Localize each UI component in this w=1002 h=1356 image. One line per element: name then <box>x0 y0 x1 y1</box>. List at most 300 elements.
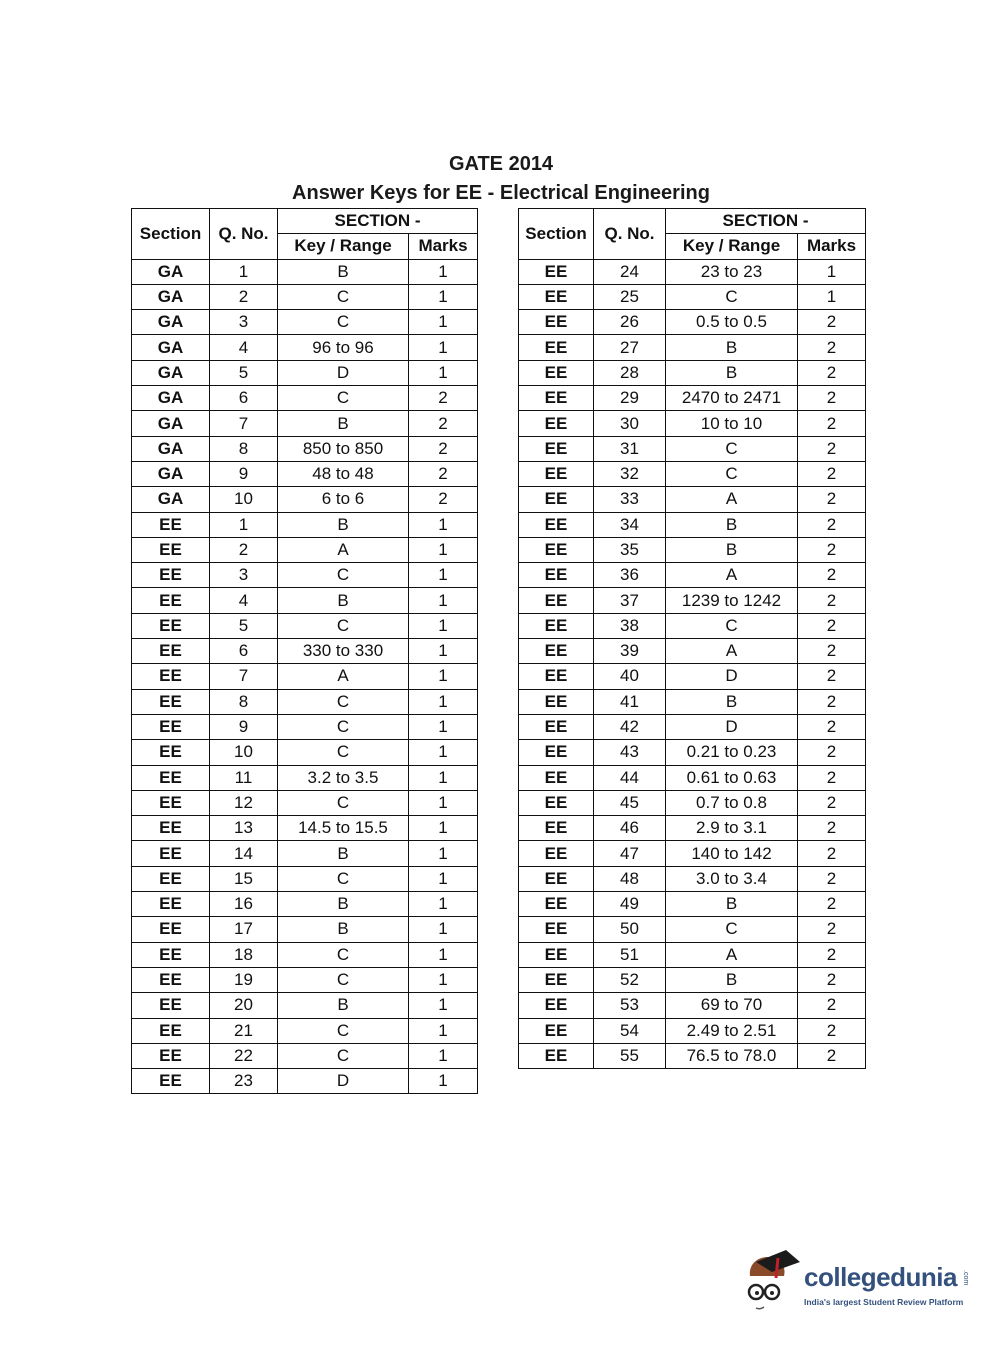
cell-qno: 23 <box>210 1069 278 1094</box>
cell-marks: 1 <box>409 942 478 967</box>
table-row <box>132 790 478 815</box>
table-row <box>132 588 478 613</box>
cell-section: EE <box>519 967 594 992</box>
cell-key-range: 850 to 850 <box>278 436 409 461</box>
table-row <box>519 866 866 891</box>
cell-section: GA <box>132 461 210 486</box>
cell-marks: 2 <box>798 613 866 638</box>
cell-section: EE <box>519 411 594 436</box>
cell-key-range: 10 to 10 <box>666 411 798 436</box>
table-row <box>519 360 866 385</box>
table-row <box>519 310 866 335</box>
cell-qno: 41 <box>594 689 666 714</box>
cell-qno: 3 <box>210 310 278 335</box>
cell-qno: 40 <box>594 664 666 689</box>
table-row <box>132 512 478 537</box>
cell-key-range: C <box>278 714 409 739</box>
cell-marks: 2 <box>798 790 866 815</box>
cell-section: EE <box>132 639 210 664</box>
cell-qno: 4 <box>210 588 278 613</box>
cell-qno: 1 <box>210 512 278 537</box>
cell-marks: 1 <box>409 1043 478 1068</box>
cell-marks: 2 <box>798 866 866 891</box>
cell-section: EE <box>132 816 210 841</box>
cell-qno: 20 <box>210 993 278 1018</box>
cell-section: EE <box>132 892 210 917</box>
table-row <box>519 512 866 537</box>
table-row <box>132 993 478 1018</box>
cell-section: EE <box>132 588 210 613</box>
cell-marks: 2 <box>798 942 866 967</box>
cell-section: EE <box>519 284 594 309</box>
cell-marks: 2 <box>798 664 866 689</box>
cell-key-range: C <box>666 436 798 461</box>
cell-qno: 28 <box>594 360 666 385</box>
cell-qno: 1 <box>210 259 278 284</box>
cell-key-range: B <box>278 512 409 537</box>
cell-key-range: B <box>278 588 409 613</box>
cell-key-range: C <box>278 967 409 992</box>
cell-key-range: B <box>278 259 409 284</box>
cell-marks: 2 <box>798 487 866 512</box>
cell-key-range: D <box>666 714 798 739</box>
header-section: Section <box>519 209 594 260</box>
cell-key-range: 76.5 to 78.0 <box>666 1043 798 1068</box>
table-row <box>132 967 478 992</box>
header-qno: Q. No. <box>210 209 278 260</box>
cell-marks: 1 <box>409 1069 478 1094</box>
cell-key-range: C <box>278 942 409 967</box>
cell-key-range: A <box>666 639 798 664</box>
cell-section: EE <box>519 841 594 866</box>
cell-section: EE <box>519 613 594 638</box>
cell-marks: 2 <box>798 310 866 335</box>
table-row <box>519 841 866 866</box>
cell-qno: 7 <box>210 664 278 689</box>
header-marks: Marks <box>798 234 866 259</box>
cell-section: EE <box>519 335 594 360</box>
cell-key-range: C <box>278 563 409 588</box>
table-row <box>132 639 478 664</box>
cell-marks: 1 <box>409 537 478 562</box>
table-row <box>519 917 866 942</box>
table-row <box>519 740 866 765</box>
document-subtitle: Answer Keys for EE - Electrical Engineering <box>292 182 710 204</box>
cell-key-range: A <box>666 487 798 512</box>
cell-key-range: C <box>278 284 409 309</box>
table-row <box>519 487 866 512</box>
table-row <box>519 411 866 436</box>
cell-qno: 32 <box>594 461 666 486</box>
cell-qno: 49 <box>594 892 666 917</box>
cell-section: EE <box>519 512 594 537</box>
cell-marks: 2 <box>798 537 866 562</box>
table-row <box>519 892 866 917</box>
cell-key-range: B <box>666 892 798 917</box>
cell-section: EE <box>519 917 594 942</box>
cell-key-range: C <box>278 790 409 815</box>
cell-section: EE <box>519 689 594 714</box>
table-row <box>132 360 478 385</box>
cell-section: EE <box>519 993 594 1018</box>
cell-section: GA <box>132 310 210 335</box>
cell-section: EE <box>132 512 210 537</box>
cell-marks: 2 <box>798 436 866 461</box>
cell-qno: 55 <box>594 1043 666 1068</box>
cell-section: EE <box>132 917 210 942</box>
cell-marks: 1 <box>409 259 478 284</box>
cell-key-range: C <box>278 310 409 335</box>
table-row <box>519 714 866 739</box>
table-row <box>519 259 866 284</box>
cell-section: EE <box>132 740 210 765</box>
cell-key-range: B <box>278 993 409 1018</box>
answer-key-table-left <box>131 208 478 1094</box>
table-row <box>132 1018 478 1043</box>
cell-section: EE <box>132 537 210 562</box>
cell-section: EE <box>132 1069 210 1094</box>
cell-qno: 8 <box>210 689 278 714</box>
cell-marks: 1 <box>409 790 478 815</box>
cell-key-range: A <box>278 664 409 689</box>
cell-section: EE <box>519 537 594 562</box>
cell-qno: 33 <box>594 487 666 512</box>
cell-marks: 2 <box>798 639 866 664</box>
cell-qno: 4 <box>210 335 278 360</box>
cell-key-range: 0.61 to 0.63 <box>666 765 798 790</box>
cell-key-range: 96 to 96 <box>278 335 409 360</box>
cell-qno: 31 <box>594 436 666 461</box>
cell-qno: 10 <box>210 487 278 512</box>
cell-section: EE <box>519 942 594 967</box>
cell-section: EE <box>519 765 594 790</box>
header-section-group: SECTION - <box>278 209 478 234</box>
cell-key-range: 2.9 to 3.1 <box>666 816 798 841</box>
cell-section: EE <box>132 942 210 967</box>
cell-qno: 5 <box>210 613 278 638</box>
cell-marks: 2 <box>798 714 866 739</box>
cell-qno: 17 <box>210 917 278 942</box>
cell-qno: 8 <box>210 436 278 461</box>
cell-marks: 1 <box>409 866 478 891</box>
table-row <box>132 917 478 942</box>
cell-marks: 1 <box>409 563 478 588</box>
table-row <box>519 537 866 562</box>
header-section: Section <box>132 209 210 260</box>
cell-section: EE <box>519 436 594 461</box>
cell-key-range: 6 to 6 <box>278 487 409 512</box>
cell-qno: 45 <box>594 790 666 815</box>
cell-section: EE <box>519 310 594 335</box>
cell-qno: 30 <box>594 411 666 436</box>
table-row <box>519 436 866 461</box>
cell-marks: 1 <box>409 613 478 638</box>
cell-qno: 37 <box>594 588 666 613</box>
header-qno: Q. No. <box>594 209 666 260</box>
cell-key-range: B <box>278 892 409 917</box>
cell-qno: 42 <box>594 714 666 739</box>
cell-qno: 44 <box>594 765 666 790</box>
cell-qno: 9 <box>210 714 278 739</box>
table-row <box>132 816 478 841</box>
cell-qno: 9 <box>210 461 278 486</box>
cell-section: EE <box>519 588 594 613</box>
cell-marks: 2 <box>409 487 478 512</box>
cell-marks: 2 <box>798 892 866 917</box>
header-key-range: Key / Range <box>278 234 409 259</box>
table-row <box>132 386 478 411</box>
cell-marks: 2 <box>798 461 866 486</box>
cell-section: EE <box>519 1043 594 1068</box>
cell-key-range: B <box>666 689 798 714</box>
cell-qno: 27 <box>594 335 666 360</box>
table-row <box>132 537 478 562</box>
cell-marks: 2 <box>798 917 866 942</box>
cell-section: GA <box>132 386 210 411</box>
cell-qno: 54 <box>594 1018 666 1043</box>
cell-section: GA <box>132 436 210 461</box>
cell-marks: 1 <box>409 765 478 790</box>
cell-key-range: B <box>278 841 409 866</box>
table-row <box>132 613 478 638</box>
cell-key-range: 1239 to 1242 <box>666 588 798 613</box>
table-row <box>132 1043 478 1068</box>
cell-qno: 25 <box>594 284 666 309</box>
cell-key-range: C <box>666 917 798 942</box>
cell-key-range: 3.2 to 3.5 <box>278 765 409 790</box>
cell-section: EE <box>132 714 210 739</box>
cell-key-range: C <box>278 613 409 638</box>
cell-section: EE <box>519 360 594 385</box>
cell-qno: 22 <box>210 1043 278 1068</box>
cell-qno: 6 <box>210 639 278 664</box>
header-key-range: Key / Range <box>666 234 798 259</box>
cell-qno: 29 <box>594 386 666 411</box>
cell-section: EE <box>132 563 210 588</box>
cell-marks: 1 <box>409 689 478 714</box>
cell-section: EE <box>132 664 210 689</box>
table-row <box>519 588 866 613</box>
cell-marks: 1 <box>409 310 478 335</box>
cell-section: EE <box>132 689 210 714</box>
cell-marks: 1 <box>798 259 866 284</box>
cell-section: GA <box>132 259 210 284</box>
cell-qno: 43 <box>594 740 666 765</box>
cell-key-range: A <box>666 942 798 967</box>
table-row <box>519 461 866 486</box>
cell-marks: 2 <box>798 360 866 385</box>
cell-qno: 48 <box>594 866 666 891</box>
table-row <box>519 689 866 714</box>
cell-key-range: A <box>666 563 798 588</box>
cell-section: EE <box>132 1043 210 1068</box>
cell-section: EE <box>519 386 594 411</box>
cell-key-range: B <box>666 360 798 385</box>
table-row <box>132 942 478 967</box>
cell-qno: 7 <box>210 411 278 436</box>
cell-marks: 1 <box>409 512 478 537</box>
table-row <box>519 816 866 841</box>
brand-name: collegedunia <box>804 1262 957 1292</box>
cell-section: EE <box>519 664 594 689</box>
table-row <box>132 310 478 335</box>
cell-section: GA <box>132 335 210 360</box>
cell-marks: 1 <box>409 639 478 664</box>
table-row <box>132 335 478 360</box>
cell-qno: 2 <box>210 537 278 562</box>
table-row <box>519 386 866 411</box>
cell-key-range: B <box>278 411 409 436</box>
table-row <box>132 461 478 486</box>
cell-qno: 24 <box>594 259 666 284</box>
cell-qno: 18 <box>210 942 278 967</box>
cell-qno: 46 <box>594 816 666 841</box>
cell-marks: 1 <box>409 284 478 309</box>
table-row <box>519 613 866 638</box>
cell-marks: 2 <box>798 335 866 360</box>
cell-qno: 26 <box>594 310 666 335</box>
cell-qno: 11 <box>210 765 278 790</box>
cell-section: EE <box>519 461 594 486</box>
cell-key-range: B <box>666 967 798 992</box>
table-row <box>132 841 478 866</box>
table-row <box>519 993 866 1018</box>
cell-marks: 1 <box>409 360 478 385</box>
cell-key-range: C <box>666 461 798 486</box>
cell-qno: 5 <box>210 360 278 385</box>
table-row <box>519 664 866 689</box>
cell-qno: 34 <box>594 512 666 537</box>
cell-section: EE <box>519 816 594 841</box>
cell-key-range: C <box>278 866 409 891</box>
student-mascot-icon <box>742 1248 802 1318</box>
cell-marks: 2 <box>798 386 866 411</box>
cell-key-range: 2470 to 2471 <box>666 386 798 411</box>
table-row <box>519 639 866 664</box>
cell-key-range: B <box>666 537 798 562</box>
cell-section: EE <box>519 740 594 765</box>
table-row <box>132 436 478 461</box>
cell-marks: 2 <box>409 436 478 461</box>
cell-qno: 3 <box>210 563 278 588</box>
cell-qno: 52 <box>594 967 666 992</box>
cell-qno: 12 <box>210 790 278 815</box>
cell-key-range: D <box>278 360 409 385</box>
cell-section: EE <box>519 714 594 739</box>
cell-section: EE <box>519 259 594 284</box>
cell-section: EE <box>132 866 210 891</box>
cell-section: EE <box>132 1018 210 1043</box>
cell-key-range: C <box>278 386 409 411</box>
cell-qno: 10 <box>210 740 278 765</box>
cell-qno: 35 <box>594 537 666 562</box>
cell-key-range: C <box>278 740 409 765</box>
cell-key-range: D <box>666 664 798 689</box>
cell-key-range: C <box>278 689 409 714</box>
cell-marks: 2 <box>798 993 866 1018</box>
table-row <box>519 967 866 992</box>
cell-key-range: 23 to 23 <box>666 259 798 284</box>
cell-section: EE <box>519 487 594 512</box>
cell-key-range: 0.21 to 0.23 <box>666 740 798 765</box>
cell-qno: 39 <box>594 639 666 664</box>
cell-section: EE <box>132 613 210 638</box>
cell-section: EE <box>519 639 594 664</box>
header-marks: Marks <box>409 234 478 259</box>
cell-key-range: 69 to 70 <box>666 993 798 1018</box>
cell-qno: 2 <box>210 284 278 309</box>
cell-marks: 2 <box>798 765 866 790</box>
cell-key-range: 330 to 330 <box>278 639 409 664</box>
header-section-group: SECTION - <box>666 209 866 234</box>
brand-dotcom: .com <box>962 1270 969 1286</box>
cell-section: GA <box>132 487 210 512</box>
cell-qno: 15 <box>210 866 278 891</box>
cell-key-range: B <box>666 335 798 360</box>
table-row <box>519 335 866 360</box>
table-row <box>132 892 478 917</box>
cell-section: EE <box>519 866 594 891</box>
cell-marks: 1 <box>409 917 478 942</box>
cell-key-range: C <box>666 284 798 309</box>
cell-qno: 51 <box>594 942 666 967</box>
cell-key-range: 48 to 48 <box>278 461 409 486</box>
cell-qno: 19 <box>210 967 278 992</box>
cell-section: EE <box>132 993 210 1018</box>
cell-key-range: B <box>278 917 409 942</box>
table-row <box>132 563 478 588</box>
cell-section: EE <box>132 790 210 815</box>
cell-qno: 53 <box>594 993 666 1018</box>
cell-marks: 2 <box>409 461 478 486</box>
cell-section: EE <box>519 790 594 815</box>
collegedunia-logo <box>742 1248 972 1318</box>
cell-key-range: B <box>666 512 798 537</box>
cell-section: GA <box>132 360 210 385</box>
cell-marks: 1 <box>409 816 478 841</box>
cell-section: EE <box>132 765 210 790</box>
cell-section: EE <box>132 967 210 992</box>
cell-marks: 1 <box>409 588 478 613</box>
cell-marks: 2 <box>798 689 866 714</box>
cell-key-range: C <box>666 613 798 638</box>
cell-key-range: 0.7 to 0.8 <box>666 790 798 815</box>
cell-section: GA <box>132 411 210 436</box>
cell-qno: 21 <box>210 1018 278 1043</box>
table-row <box>132 866 478 891</box>
cell-marks: 1 <box>409 967 478 992</box>
cell-qno: 50 <box>594 917 666 942</box>
cell-section: EE <box>519 563 594 588</box>
cell-marks: 2 <box>798 563 866 588</box>
table-row <box>132 714 478 739</box>
cell-key-range: 0.5 to 0.5 <box>666 310 798 335</box>
cell-qno: 16 <box>210 892 278 917</box>
cell-marks: 2 <box>409 411 478 436</box>
table-row <box>519 563 866 588</box>
cell-marks: 1 <box>409 740 478 765</box>
cell-marks: 2 <box>409 386 478 411</box>
cell-key-range: C <box>278 1018 409 1043</box>
cell-marks: 2 <box>798 1018 866 1043</box>
cell-section: EE <box>132 841 210 866</box>
table-row <box>132 740 478 765</box>
table-row <box>519 790 866 815</box>
cell-key-range: C <box>278 1043 409 1068</box>
answer-key-table-right <box>518 208 866 1069</box>
cell-key-range: 140 to 142 <box>666 841 798 866</box>
cell-marks: 1 <box>409 1018 478 1043</box>
